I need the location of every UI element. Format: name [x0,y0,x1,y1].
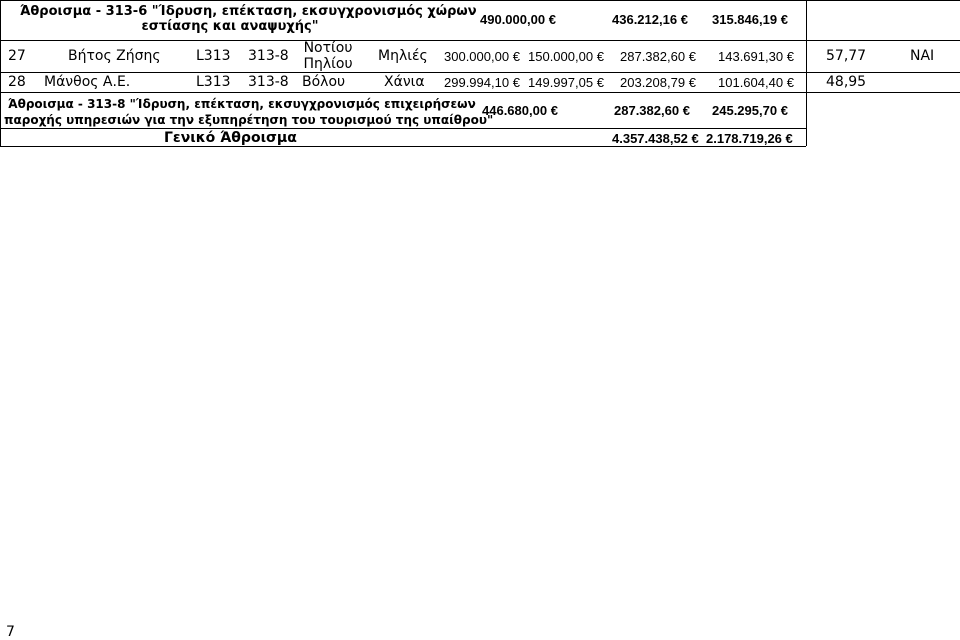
row-27-budget: 300.000,00 € [444,49,520,64]
subtotal-313-6-eligible: 436.212,16 € [612,12,688,27]
euro-icon: € [682,103,690,118]
row-27-name: Βήτος Ζήσης [68,48,161,64]
subtotal-313-8-private: 245.295,70 € [712,103,788,118]
grand-total-label: Γενικό Άθροισμα [164,130,297,146]
subtotal-313-6-budget: 490.000,00 € [480,12,556,27]
euro-icon: € [688,75,696,90]
subtotal-313-6-label [20,4,477,34]
euro-icon: € [786,75,794,90]
euro-icon: € [691,131,699,146]
subtotal-313-8-eligible: 446.680,00 € [482,103,558,118]
subtotal-313-8-public: 287.382,60 € [614,103,690,118]
row-28-code: L313 [196,74,231,90]
euro-icon: € [680,12,688,27]
row-28-score: 48,95 [826,74,867,90]
row-divider [0,92,960,93]
subtotal-313-6-label-line2: εστίασης και αναψυχής" [141,19,319,34]
euro-icon: € [780,12,788,27]
row-divider [0,72,960,73]
subtotal-313-8-label-line1: Άθροισμα - 313-8 "Ίδρυση, επέκταση, εκσυγχρονισμός επιχειρήσεων [8,97,476,111]
subtotal-313-8-label [4,96,494,128]
euro-icon: € [596,49,604,64]
row-28-region: Βόλου [302,74,346,90]
euro-icon: € [786,49,794,64]
euro-icon: € [512,49,520,64]
row-27-score: 57,77 [826,48,867,64]
table-top-border [0,0,960,1]
grand-total-public: 4.357.438,52 € [612,131,699,146]
row-27-measure: 313-8 [248,48,289,64]
page-number: 7 [6,624,15,640]
row-27-approved: ΝΑΙ [910,48,935,64]
column-border [0,0,1,146]
euro-icon: € [550,103,558,118]
row-divider [0,40,960,41]
row-27-region: Νοτίου Πηλίου [303,40,353,72]
row-28-measure: 313-8 [248,74,289,90]
row-27-private: 143.691,30 € [718,49,794,64]
subtotal-313-6-label-line1: Άθροισμα - 313-6 "Ίδρυση, επέκταση, εκσυγχρονισμός χώρων [20,4,477,19]
subtotal-313-8-label-line2: παροχής υπηρεσιών για την εξυπηρέτηση του τουρισμού της υπαίθρου" [4,113,494,127]
euro-icon: € [780,103,788,118]
row-27-code: L313 [196,48,231,64]
row-divider [0,128,806,129]
row-27-no: 27 [8,48,26,64]
row-27-eligible: 150.000,00 € [528,49,604,64]
grand-total-private: 2.178.719,26 € [706,131,793,146]
column-border [806,0,807,146]
row-28-budget: 299.994,10 € [444,75,520,90]
row-27-location: Μηλιές [378,48,428,64]
row-28-no: 28 [8,74,26,90]
euro-icon: € [688,49,696,64]
row-28-eligible: 149.997,05 € [528,75,604,90]
euro-icon: € [785,131,793,146]
row-28-private: 101.604,40 € [718,75,794,90]
euro-icon: € [512,75,520,90]
row-27-public: 287.382,60 € [620,49,696,64]
row-28-name: Μάνθος Α.Ε. [44,74,131,90]
row-28-location: Χάνια [384,74,425,90]
subtotal-313-6-public: 315.846,19 € [712,12,788,27]
row-28-public: 203.208,79 € [620,75,696,90]
euro-icon: € [548,12,556,27]
row-divider [0,146,806,147]
euro-icon: € [596,75,604,90]
